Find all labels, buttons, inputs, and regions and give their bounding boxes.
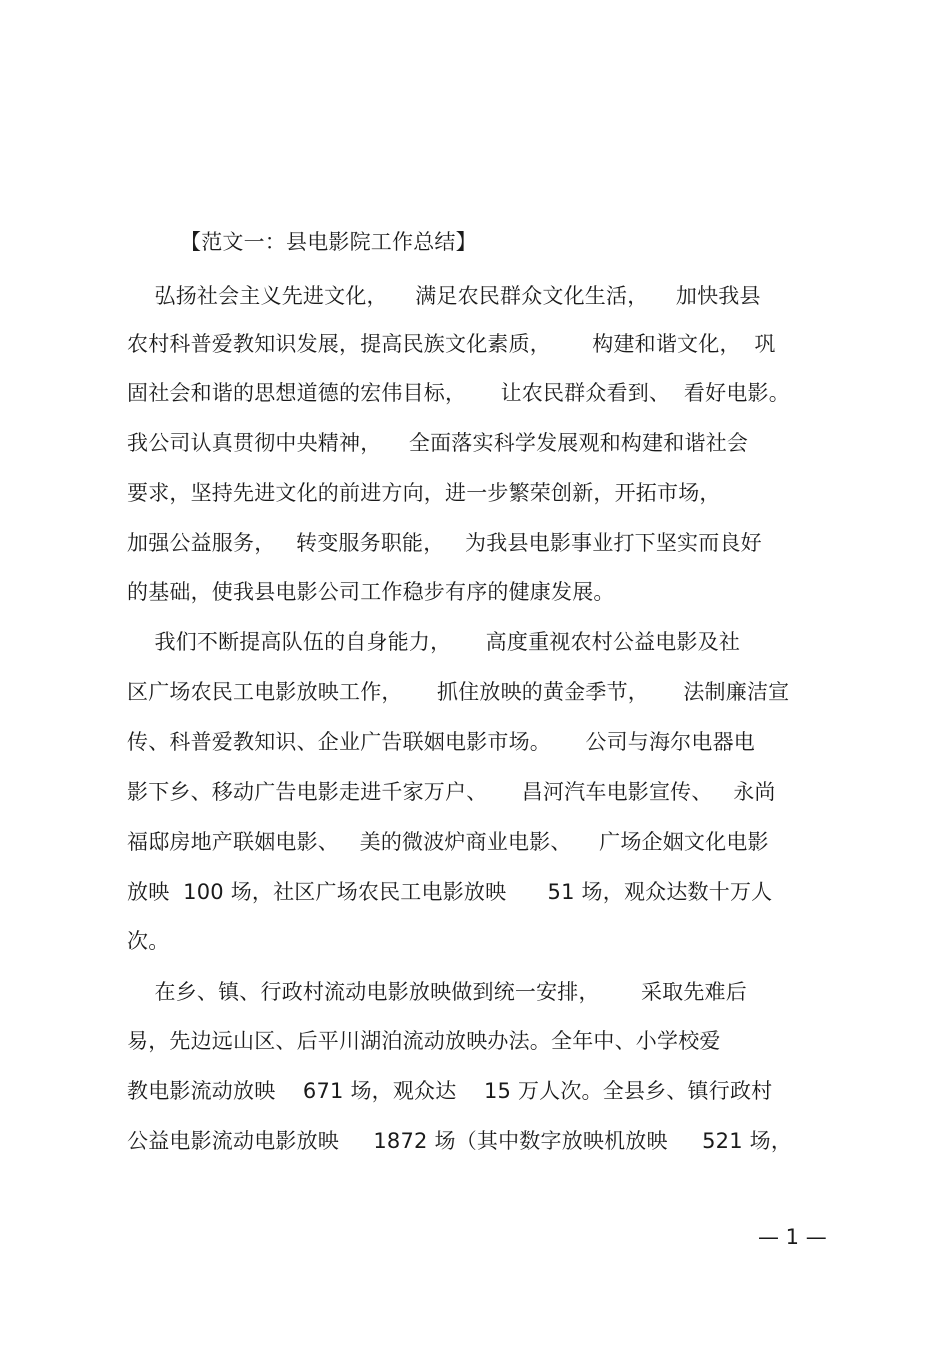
paragraph-line: 加强公益服务， 转变服务职能， 为我县电影事业打下坚实而良好 [127,531,762,555]
paragraph-line: 我们不断提高队伍的自身能力， 高度重视农村公益电影及社 [127,630,741,654]
paragraph-line: 教电影流动放映 671 场，观众达 15 万人次。全县乡、镇行政村 [127,1079,773,1103]
paragraph-line: 影下乡、移动广告电影走进千家万户、 昌河汽车电影宣传、 永尚 [127,780,776,804]
paragraph-line: 在乡、镇、行政村流动电影放映做到统一安排， 采取先难后 [127,980,747,1004]
paragraph-line: 弘扬社会主义先进文化， 满足农民群众文化生活， 加快我县 [127,284,761,308]
document-heading: 【范文一：县电影院工作总结】 [180,230,477,254]
paragraph-line: 区广场农民工电影放映工作， 抓住放映的黄金季节， 法制廉洁宣 [127,680,790,704]
paragraph-line: 易，先边远山区、后平川湖泊流动放映办法。全年中、小学校爱 [127,1029,721,1053]
paragraph-line: 传、科普爱教知识、企业广告联姻电影市场。 公司与海尔电器电 [127,730,755,754]
paragraph-line: 次。 [127,929,170,953]
paragraph-line: 的基础，使我县电影公司工作稳步有序的健康发展。 [127,580,615,604]
paragraph-line: 固社会和谐的思想道德的宏伟目标， 让农民群众看到、 看好电影。 [127,381,790,405]
paragraph-line: 我公司认真贯彻中央精神， 全面落实科学发展观和构建和谐社会 [127,431,749,455]
page-number: — 1 — [758,1225,827,1249]
paragraph-line: 公益电影流动电影放映 1872 场（其中数字放映机放映 521 场， [127,1129,793,1153]
paragraph-line: 放映 100 场，社区广场农民工电影放映 51 场，观众达数十万人 [127,880,773,904]
paragraph-line: 农村科普爱教知识发展，提高民族文化素质， 构建和谐文化， 巩 [127,332,776,356]
paragraph-line: 福邸房地产联姻电影、 美的微波炉商业电影、 广场企姻文化电影 [127,830,769,854]
paragraph-line: 要求，坚持先进文化的前进方向，进一步繁荣创新，开拓市场， [127,481,721,505]
